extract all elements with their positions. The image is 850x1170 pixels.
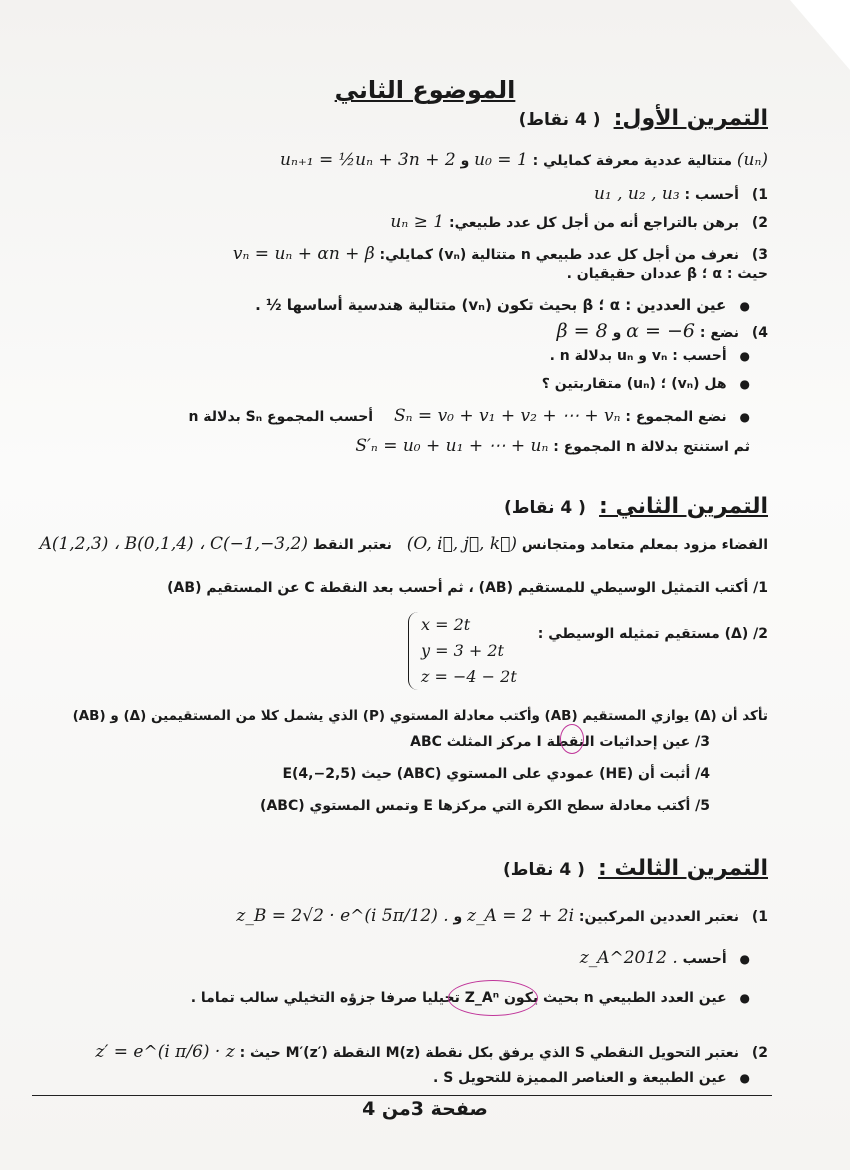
bullet-icon: ● bbox=[739, 410, 750, 424]
ex3-b2-text: عين العدد الطبيعي n بحيث يكون Z_Aⁿ تخيليا صرفا جزؤه التخيلي سالب تماما . bbox=[190, 990, 727, 1006]
ex3-b1-text: أحسب bbox=[682, 951, 727, 967]
ex3-q1-number: 1) bbox=[751, 909, 768, 925]
ex2-frame: (O, i⃗, j⃗, k⃗) bbox=[406, 534, 517, 554]
ex2-parametric-system bbox=[408, 612, 551, 690]
bullet-icon: ● bbox=[739, 299, 750, 313]
footer-divider bbox=[32, 1095, 772, 1096]
ex3-q1-text: نعتبر العددين المركبين: bbox=[578, 909, 739, 925]
exercise1-title: التمرين الأول: bbox=[613, 106, 768, 131]
ex3-q2-math: z′ = e^(i π/6) · z bbox=[95, 1042, 235, 1062]
bullet-icon: ● bbox=[739, 377, 750, 391]
ex1-q4-b1 bbox=[550, 348, 750, 364]
ex3-b3 bbox=[433, 1070, 750, 1086]
ex2-intro-text: الفضاء مزود بمعلم متعامد ومتجانس bbox=[521, 537, 768, 553]
ex1-q4-b2-text: هل (vₙ) ؛ (uₙ) متقاربتين ؟ bbox=[541, 376, 727, 392]
ex3-q1 bbox=[236, 906, 768, 926]
ex1-q1-math: u₁ , u₂ , u₃ bbox=[593, 184, 680, 204]
ex2-points-text: نعتبر النقط bbox=[312, 537, 392, 553]
folded-corner bbox=[790, 0, 850, 70]
ex1-q3-math: vₙ = uₙ + αn + β bbox=[232, 244, 375, 264]
ex2-q1-text: 1/ أكتب التمثيل الوسيطي للمستقيم (AB) ، ثم أحسب بعد النقطة C عن المستقيم (AB) bbox=[167, 580, 768, 596]
handwritten-circle-mark bbox=[560, 724, 584, 754]
ex2-q3-text: 3/ عين إحداثيات النقطة I مركز المثلث ABC bbox=[410, 734, 710, 750]
handwritten-ellipse-mark bbox=[448, 980, 538, 1016]
bullet-icon: ● bbox=[739, 952, 750, 966]
ex2-q5-text: 5/ أكتب معادلة سطح الكرة التي مركزها E وتمس المستوي (ABC) bbox=[260, 798, 710, 814]
ex3-zA: z_A = 2 + 2i bbox=[467, 906, 575, 926]
exercise2-points: ( 4 نقاط) bbox=[504, 498, 586, 518]
ex1-q2 bbox=[390, 212, 768, 232]
ex2-sys-x: x = 2t bbox=[421, 615, 471, 634]
ex2-q1 bbox=[167, 580, 768, 596]
ex1-q2-number: 2) bbox=[751, 215, 768, 231]
ex1-q2-text: برهن بالتراجع أنه من أجل كل عدد طبيعي: bbox=[448, 215, 739, 231]
ex2-intro bbox=[40, 534, 768, 554]
ex1-q4-b4 bbox=[355, 436, 750, 456]
ex2-q4-text: 4/ أثبت أن (HE) عمودي على المستوي (ABC) حيث E(4,−2,5) bbox=[282, 766, 710, 782]
ex1-q3-number: 3) bbox=[751, 247, 768, 263]
ex1-q4-b3-post: أحسب المجموع Sₙ بدلالة n bbox=[188, 409, 374, 425]
ex3-q2-text: نعتبر التحويل النقطي S الذي يرفق بكل نقطة M(z) النقطة M′(z′) حيث : bbox=[239, 1045, 739, 1061]
ex1-seq-u: (uₙ) bbox=[736, 150, 768, 170]
bullet-icon: ● bbox=[739, 349, 750, 363]
ex1-q4-b2 bbox=[542, 376, 750, 392]
ex1-q4-text: نضع : bbox=[699, 325, 739, 341]
ex1-q3-bullet-text: عين العددين : α ؛ β بحيث تكون (vₙ) متتالية هندسية أساسها ½ . bbox=[255, 296, 727, 314]
ex1-q1 bbox=[594, 184, 768, 204]
ex3-b3-text: عين الطبيعة و العناصر المميزة للتحويل S . bbox=[433, 1070, 727, 1086]
ex1-q1-number: 1) bbox=[751, 187, 768, 203]
exercise1-header bbox=[519, 106, 768, 131]
ex1-q3-tail bbox=[567, 266, 768, 282]
bullet-icon: ● bbox=[739, 1071, 750, 1085]
exercise2-header bbox=[504, 494, 768, 519]
ex1-u0: u₀ = 1 bbox=[474, 150, 528, 170]
ex1-q4-b4-pre: ثم استنتج بدلالة n المجموع : bbox=[553, 439, 750, 455]
exercise3-title: التمرين الثالث : bbox=[598, 856, 768, 881]
ex1-q3 bbox=[233, 244, 768, 264]
ex1-q1-text: أحسب : bbox=[684, 187, 739, 203]
ex1-q4-b3 bbox=[188, 406, 750, 426]
exercise2-title: التمرين الثاني : bbox=[599, 494, 768, 519]
ex1-intro: متتالية عددية معرفة كمايلي : bbox=[532, 153, 733, 169]
ex2-q4 bbox=[282, 766, 710, 782]
ex1-q3-bullet bbox=[255, 296, 750, 314]
ex1-q4-b4-math: S′ₙ = u₀ + u₁ + ⋯ + uₙ bbox=[355, 436, 549, 456]
ex2-q2 bbox=[538, 626, 768, 642]
ex1-q2-math: uₙ ≥ 1 bbox=[390, 212, 445, 232]
ex1-q4-alpha: α = −6 bbox=[626, 320, 695, 342]
ex3-b1 bbox=[580, 948, 750, 968]
exercise3-points: ( 4 نقاط) bbox=[503, 860, 585, 880]
exercise1-points: ( 4 نقاط) bbox=[518, 110, 601, 130]
ex1-and: و bbox=[460, 153, 470, 169]
ex3-and: و bbox=[453, 909, 463, 925]
ex1-q3-tail-text: حيث : α ؛ β عددان حقيقيان . bbox=[566, 266, 768, 282]
ex3-q2 bbox=[96, 1042, 768, 1062]
ex1-q4-beta: β = 8 bbox=[556, 320, 608, 342]
ex3-q2-number: 2) bbox=[751, 1045, 768, 1061]
ex2-q2b-text: تأكد أن (Δ) يوازي المستقيم (AB) وأكتب معادلة المستوي (P) الذي يشمل كلا من المستقيمين (Δ) و (AB) bbox=[72, 708, 768, 724]
ex1-q4-b1-text: أحسب : vₙ و uₙ بدلالة n . bbox=[549, 348, 727, 364]
ex2-q5 bbox=[260, 798, 710, 814]
ex1-recurrence: uₙ₊₁ = ½uₙ + 3n + 2 bbox=[280, 150, 456, 170]
ex1-q4-number: 4) bbox=[751, 325, 768, 341]
ex1-q3-text: نعرف من أجل كل عدد طبيعي n متتالية (vₙ) كمايلي: bbox=[379, 247, 739, 263]
ex2-q2b bbox=[73, 708, 768, 724]
ex2-sys-z: z = −4 − 2t bbox=[421, 667, 517, 686]
ex2-points-math: A(1,2,3) ، B(0,1,4) ، C(−1,−3,2) bbox=[39, 534, 308, 554]
ex1-definition bbox=[280, 150, 768, 170]
ex1-q4 bbox=[557, 320, 768, 342]
exercise3-header bbox=[503, 856, 768, 881]
page-number: صفحة 3من 4 bbox=[362, 1098, 488, 1120]
ex1-q4-b3-pre: نضع المجموع : bbox=[625, 409, 727, 425]
bullet-icon: ● bbox=[739, 991, 750, 1005]
ex2-sys-y: y = 3 + 2t bbox=[421, 641, 504, 660]
page-title: الموضوع الثاني bbox=[334, 76, 516, 105]
ex3-zB: z_B = 2√2 · e^(i 5π/12) . bbox=[236, 906, 449, 926]
ex3-b1-math: z_A^2012 . bbox=[579, 948, 678, 968]
ex1-q4-and: و bbox=[612, 325, 622, 341]
ex2-q2-text: 2/ (Δ) مستقيم تمثيله الوسيطي : bbox=[537, 626, 768, 642]
ex1-q4-b3-math: Sₙ = v₀ + v₁ + v₂ + ⋯ + vₙ bbox=[393, 406, 621, 426]
